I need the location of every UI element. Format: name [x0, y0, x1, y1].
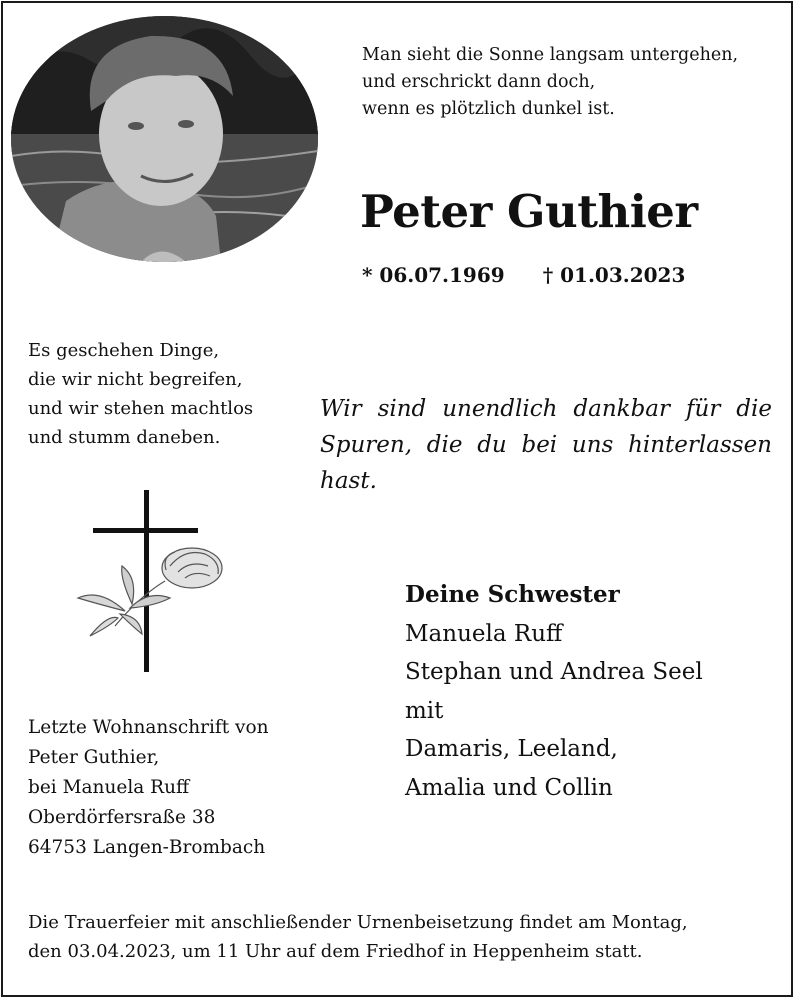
top-poem-line: Man sieht die Sonne langsam untergehen, — [362, 45, 739, 65]
family-line: Damaris, Leeland, — [405, 736, 618, 762]
top-poem-line: und erschrickt dann doch, — [362, 72, 596, 92]
address-line: Letzte Wohnanschrift von — [28, 717, 269, 738]
funeral-info-line: den 03.04.2023, um 11 Uhr auf dem Friedhof in Heppenheim statt. — [28, 941, 643, 962]
family-line: Manuela Ruff — [405, 620, 563, 647]
portrait-photo — [11, 16, 318, 262]
top-poem — [362, 42, 772, 123]
left-poem-line: die wir nicht begreifen, — [28, 369, 243, 390]
address-line: 64753 Langen-Brombach — [28, 837, 266, 858]
family-line: mit — [405, 697, 444, 724]
last-address — [28, 713, 328, 863]
birth-date: * 06.07.1969 — [362, 263, 505, 287]
deceased-name: Peter Guthier — [360, 185, 698, 238]
family-signatures — [405, 576, 775, 807]
family-lead: Deine Schwester — [405, 581, 620, 608]
left-poem-line: und wir stehen machtlos — [28, 398, 254, 419]
death-date: † 01.03.2023 — [542, 263, 686, 287]
thanks-text: Wir sind unendlich dankbar für die Spuren, die du bei uns hinterlassen hast. — [320, 396, 772, 494]
address-line: Oberdörfersraße 38 — [28, 807, 216, 828]
left-poem-line: und stumm daneben. — [28, 427, 221, 448]
left-poem-line: Es geschehen Dinge, — [28, 340, 220, 361]
life-dates — [362, 263, 723, 287]
family-line: Amalia und Collin — [405, 774, 613, 801]
family-line: Stephan und Andrea Seel — [405, 659, 703, 685]
cross-with-rose-icon — [70, 486, 240, 676]
funeral-info-line: Die Trauerfeier mit anschließender Urnenbeisetzung findet am Montag, — [28, 912, 688, 933]
left-poem — [28, 336, 308, 452]
address-line: Peter Guthier, — [28, 747, 160, 768]
top-poem-line: wenn es plötzlich dunkel ist. — [362, 99, 615, 119]
address-line: bei Manuela Ruff — [28, 777, 190, 798]
funeral-info — [28, 908, 778, 966]
